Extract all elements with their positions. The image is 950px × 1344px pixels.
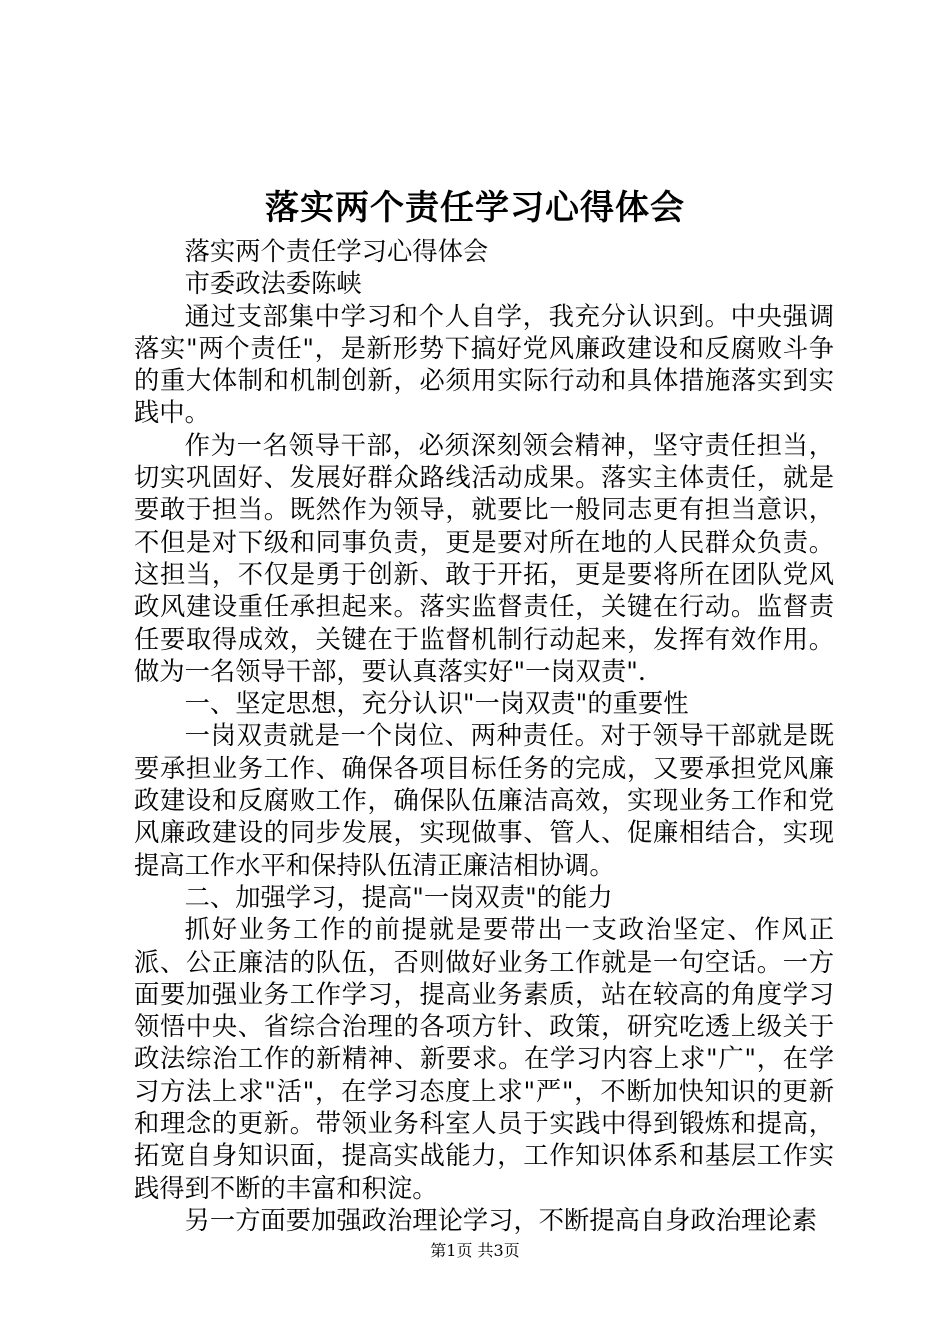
paragraph-subtitle: 落实两个责任学习心得体会 [184, 237, 489, 266]
paragraph-author: 市委政法委陈峡 [184, 269, 362, 299]
paragraph: 一岗双责就是一个岗位、两种责任。对于领导干部就是既要承担业务工作、确保各项目标任务的完成，又要承担党风廉政建设和反腐败工作，确保队伍廉洁高效，实现业务工作和党风廉政建设的同步发展，实现做事、管人、促廉相结合，实现提高工作水平和保持队伍清正廉洁相协调。 [134, 721, 834, 880]
page-footer: 第1页 共3页 [430, 1241, 520, 1260]
document-body [134, 236, 834, 1237]
paragraph: 抓好业务工作的前提就是要带出一支政治坚定、作风正派、公正廉洁的队伍，否则做好业务工作就是一句空话。一方面要加强业务工作学习，提高业务素质，站在较高的角度学习领悟中央、省综合治理的各项方针、政策，研究吃透上级关于政法综治工作的新精神、新要求。在学习内容上求"广"，在学习方法上求"活"，在学习态度上求"严"，不断加快知识的更新和理念的更新。带领业务科室人员于实践中得到锻炼和提高，拓宽自身知识面，提高实战能力，工作知识体系和基层工作实践得到不断的丰富和积淀。 [134, 915, 834, 1203]
paragraph: 另一方面要加强政治理论学习，不断提高自身政治理论素 [184, 1205, 818, 1235]
section-heading: 一、坚定思想，充分认识"一岗双责"的重要性 [184, 689, 689, 719]
section-heading: 二、加强学习，提高"一岗双责"的能力 [184, 882, 613, 912]
paragraph: 通过支部集中学习和个人自学，我充分认识到。中央强调落实"两个责任"，是新形势下搞好党风廉政建设和反腐败斗争的重大体制和机制创新，必须用实际行动和具体措施落实到实践中。 [134, 301, 834, 428]
document-title: 落实两个责任学习心得体会 [265, 188, 685, 228]
paragraph: 作为一名领导干部，必须深刻领会精神，坚守责任担当，切实巩固好、发展好群众路线活动成果。落实主体责任，就是要敢于担当。既然作为领导，就要比一般同志更有担当意识，不但是对下级和同事负责，更是要对所在地的人民群众负责。这担当，不仅是勇于创新、敢于开拓，更是要将所在团队党风政风建设重任承担起来。落实监督责任，关键在行动。监督责任要取得成效，关键在于监督机制行动起来，发挥有效作用。做为一名领导干部，要认真落实好"一岗双责". [134, 430, 834, 686]
